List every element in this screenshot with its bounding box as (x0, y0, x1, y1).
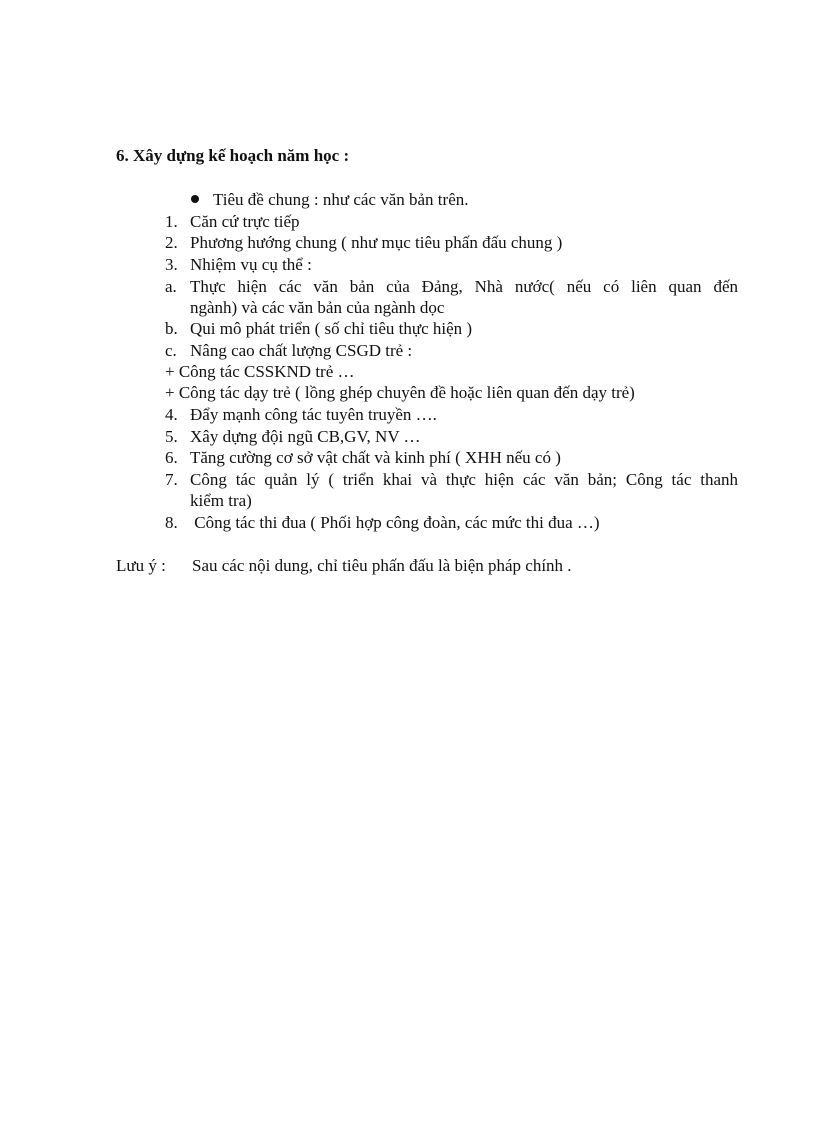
plus-item-1: + Công tác CSSKND trẻ … (165, 362, 355, 381)
list-item-number: 1. (165, 212, 178, 231)
list-item-7-line1: Công tác quản lý ( triển khai và thực hiện các văn bản; Công tác thanh (190, 470, 738, 489)
note (116, 555, 572, 576)
bullet-icon (191, 195, 199, 203)
list-item-8 (165, 512, 600, 533)
list-item-text: Nhiệm vụ cụ thể : (190, 255, 312, 274)
list-item-number: 6. (165, 448, 178, 467)
list-item-number: 2. (165, 233, 178, 252)
note-label: Lưu ý : (116, 556, 166, 575)
list-item-text: Tăng cường cơ sở vật chất và kinh phí ( XHH nếu có ) (190, 448, 561, 467)
list-item-text: Qui mô phát triển ( số chỉ tiêu thực hiện ) (190, 319, 473, 338)
list-item-number: b. (165, 319, 178, 338)
bullet-item (191, 189, 469, 210)
list-item-5 (165, 426, 421, 447)
bullet-item-text: Tiêu đề chung : như các văn bản trên. (213, 190, 469, 209)
list-item-number: 7. (165, 470, 178, 489)
list-item-7-marker (165, 469, 190, 490)
note-text: Sau các nội dung, chỉ tiêu phấn đấu là biện pháp chính . (192, 556, 572, 575)
list-item-2 (165, 232, 562, 253)
list-item-a-marker (165, 276, 190, 297)
list-item-number: 3. (165, 255, 178, 274)
list-item-number: 8. (165, 513, 178, 532)
list-item-a-line2: ngành) và các văn bản của ngành dọc (190, 298, 445, 317)
list-item-number: 4. (165, 405, 178, 424)
list-item-4 (165, 404, 437, 425)
list-item-text: Xây dựng đội ngũ CB,GV, NV … (190, 427, 421, 446)
list-item-text: Công tác thi đua ( Phối hợp công đoàn, các mức thi đua …) (190, 513, 600, 532)
plus-item-2: + Công tác dạy trẻ ( lồng ghép chuyên đề hoặc liên quan đến dạy trẻ) (165, 383, 635, 402)
list-item-1 (165, 211, 300, 232)
list-item-c (165, 340, 412, 361)
list-item-a-line1: Thực hiện các văn bản của Đảng, Nhà nước( nếu có liên quan đến (190, 277, 738, 296)
list-item-text: Đẩy mạnh công tác tuyên truyền …. (190, 405, 437, 424)
list-item-7-line2: kiểm tra) (190, 491, 252, 510)
section-heading: 6. Xây dựng kế hoạch năm học : (116, 146, 350, 165)
list-item-3 (165, 254, 312, 275)
list-item-text: Phương hướng chung ( như mục tiêu phấn đấu chung ) (190, 233, 563, 252)
list-item-number: c. (165, 341, 177, 360)
list-item-text: Căn cứ trực tiếp (190, 212, 300, 231)
list-item-number: 5. (165, 427, 178, 446)
list-item-text: Nâng cao chất lượng CSGD trẻ : (190, 341, 413, 360)
list-item-b (165, 318, 472, 339)
list-item-number: a. (165, 277, 177, 296)
list-item-6 (165, 447, 561, 468)
